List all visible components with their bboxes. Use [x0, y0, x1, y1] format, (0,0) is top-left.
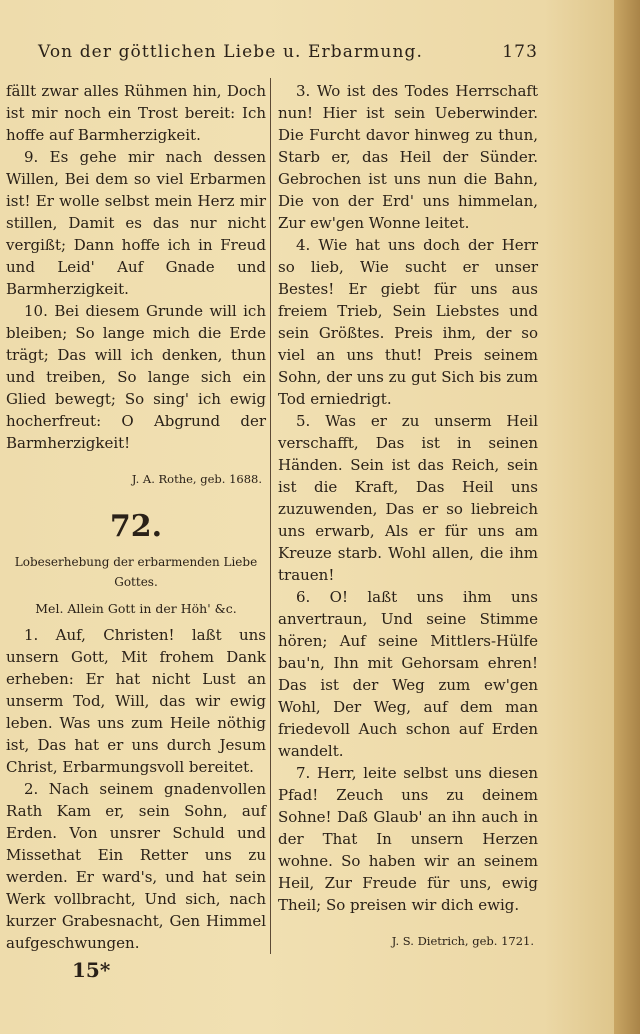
verse-3: 3. Wo ist des Todes Herrschaft nun! Hier ist sein Ueberwinder. Die Furcht davor hinweg zu thun, Starb er, das Heil der Sünder. Gebrochen ist uns nun die Bahn, Die von der Erd' uns himmelan, Zur ew'gen Wonne leitet. — [278, 82, 538, 232]
right-column — [278, 80, 538, 952]
verse-6: 6. O! laßt uns ihm uns anvertraun, Und seine Stimme hören; Auf seine Mittlers-Hülfe bau'n, Ihn mit Gehorsam ehren! Das ist der Weg zum ew'gen Wohl, Der Weg, auf dem man friedevoll Auch schon auf Erden wandelt. — [278, 588, 538, 760]
verse-2: 2. Nach seinem gnadenvollen Rath Kam er, sein Sohn, auf Erden. Von unsrer Schuld und Missethat Ein Retter uns zu werden. Er ward's, und hat sein Werk vollbracht, Und sich, nach kurzer Grabesnacht, Gen Himmel aufgeschwungen. — [6, 780, 266, 952]
hymn-number: 72. — [109, 509, 163, 544]
author-credit-2: J. S. Dietrich, geb. 1721. — [391, 934, 534, 948]
verse-1: 1. Auf, Christen! laßt uns unsern Gott, Mit frohem Dank erheben: Er hat nicht Lust an unserm Tod, Will, das wir ewig leben. Was uns zum Heile nöthig ist, Das hat er uns durch Jesum Christ, Erbarmungsvoll bereitet. — [6, 626, 266, 776]
column-divider — [270, 78, 271, 954]
running-header — [38, 42, 538, 62]
left-column — [6, 80, 266, 954]
running-title: Von der göttlichen Liebe u. Erbarmung. — [38, 42, 423, 62]
verse-9: 9. Es gehe mir nach dessen Willen, Bei dem so viel Erbarmen ist! Er wolle selbst mein Herz mir stillen, Damit es das nur nicht vergißt; Dann hoffe ich in Freud und Leid' Auf Gnade und Barmherzigkeit. — [6, 148, 266, 298]
author-credit: J. A. Rothe, geb. 1688. — [131, 472, 262, 486]
verse-4: 4. Wie hat uns doch der Herr so lieb, Wie sucht er unser Bestes! Er giebt für uns aus freiem Trieb, Sein Liebstes und sein Größtes. Preis ihm, der so viel an uns thut! Preis seinem Sohn, der uns zu gut Sich bis zum Tod erniedrigt. — [278, 236, 538, 408]
hymn-title: Lobeserhebung der erbarmenden Liebe Gottes. — [14, 555, 258, 589]
verse-7: 7. Herr, leite selbst uns diesen Pfad! Zeuch uns zu deinem Sohne! Daß Glaub' an ihn auch in der That In unsern Herzen wohne. So haben wir an seinem Heil, Zur Freude für uns, ewig Theil; So preisen wir dich ewig. — [278, 764, 538, 914]
melody-line: Mel. Allein Gott in der Höh' &c. — [35, 601, 237, 616]
verse-10: 10. Bei diesem Grunde will ich bleiben; So lange mich die Erde trägt; Das will ich denken, thun und treiben, So lange sich ein Glied bewegt; So sing' ich ewig hocherfreut: O Abgrund der Barmherzigkeit! — [6, 302, 266, 452]
intro-text: fällt zwar alles Rühmen hin, Doch ist mir noch ein Trost bereit: Ich hoffe auf Barmherzigkeit. — [6, 82, 266, 144]
page-number: 173 — [502, 42, 538, 62]
signature-mark: 15* — [72, 958, 111, 982]
verse-5: 5. Was er zu unserm Heil verschafft, Das ist in seinen Händen. Sein ist das Reich, sein ist die Kraft, Das Heil uns zuzuwenden, Das er so liebreich uns erwarb, Als er für uns am Kreuze starb. Wohl allen, die ihm trauen! — [278, 412, 538, 584]
page-edge — [614, 0, 640, 1034]
